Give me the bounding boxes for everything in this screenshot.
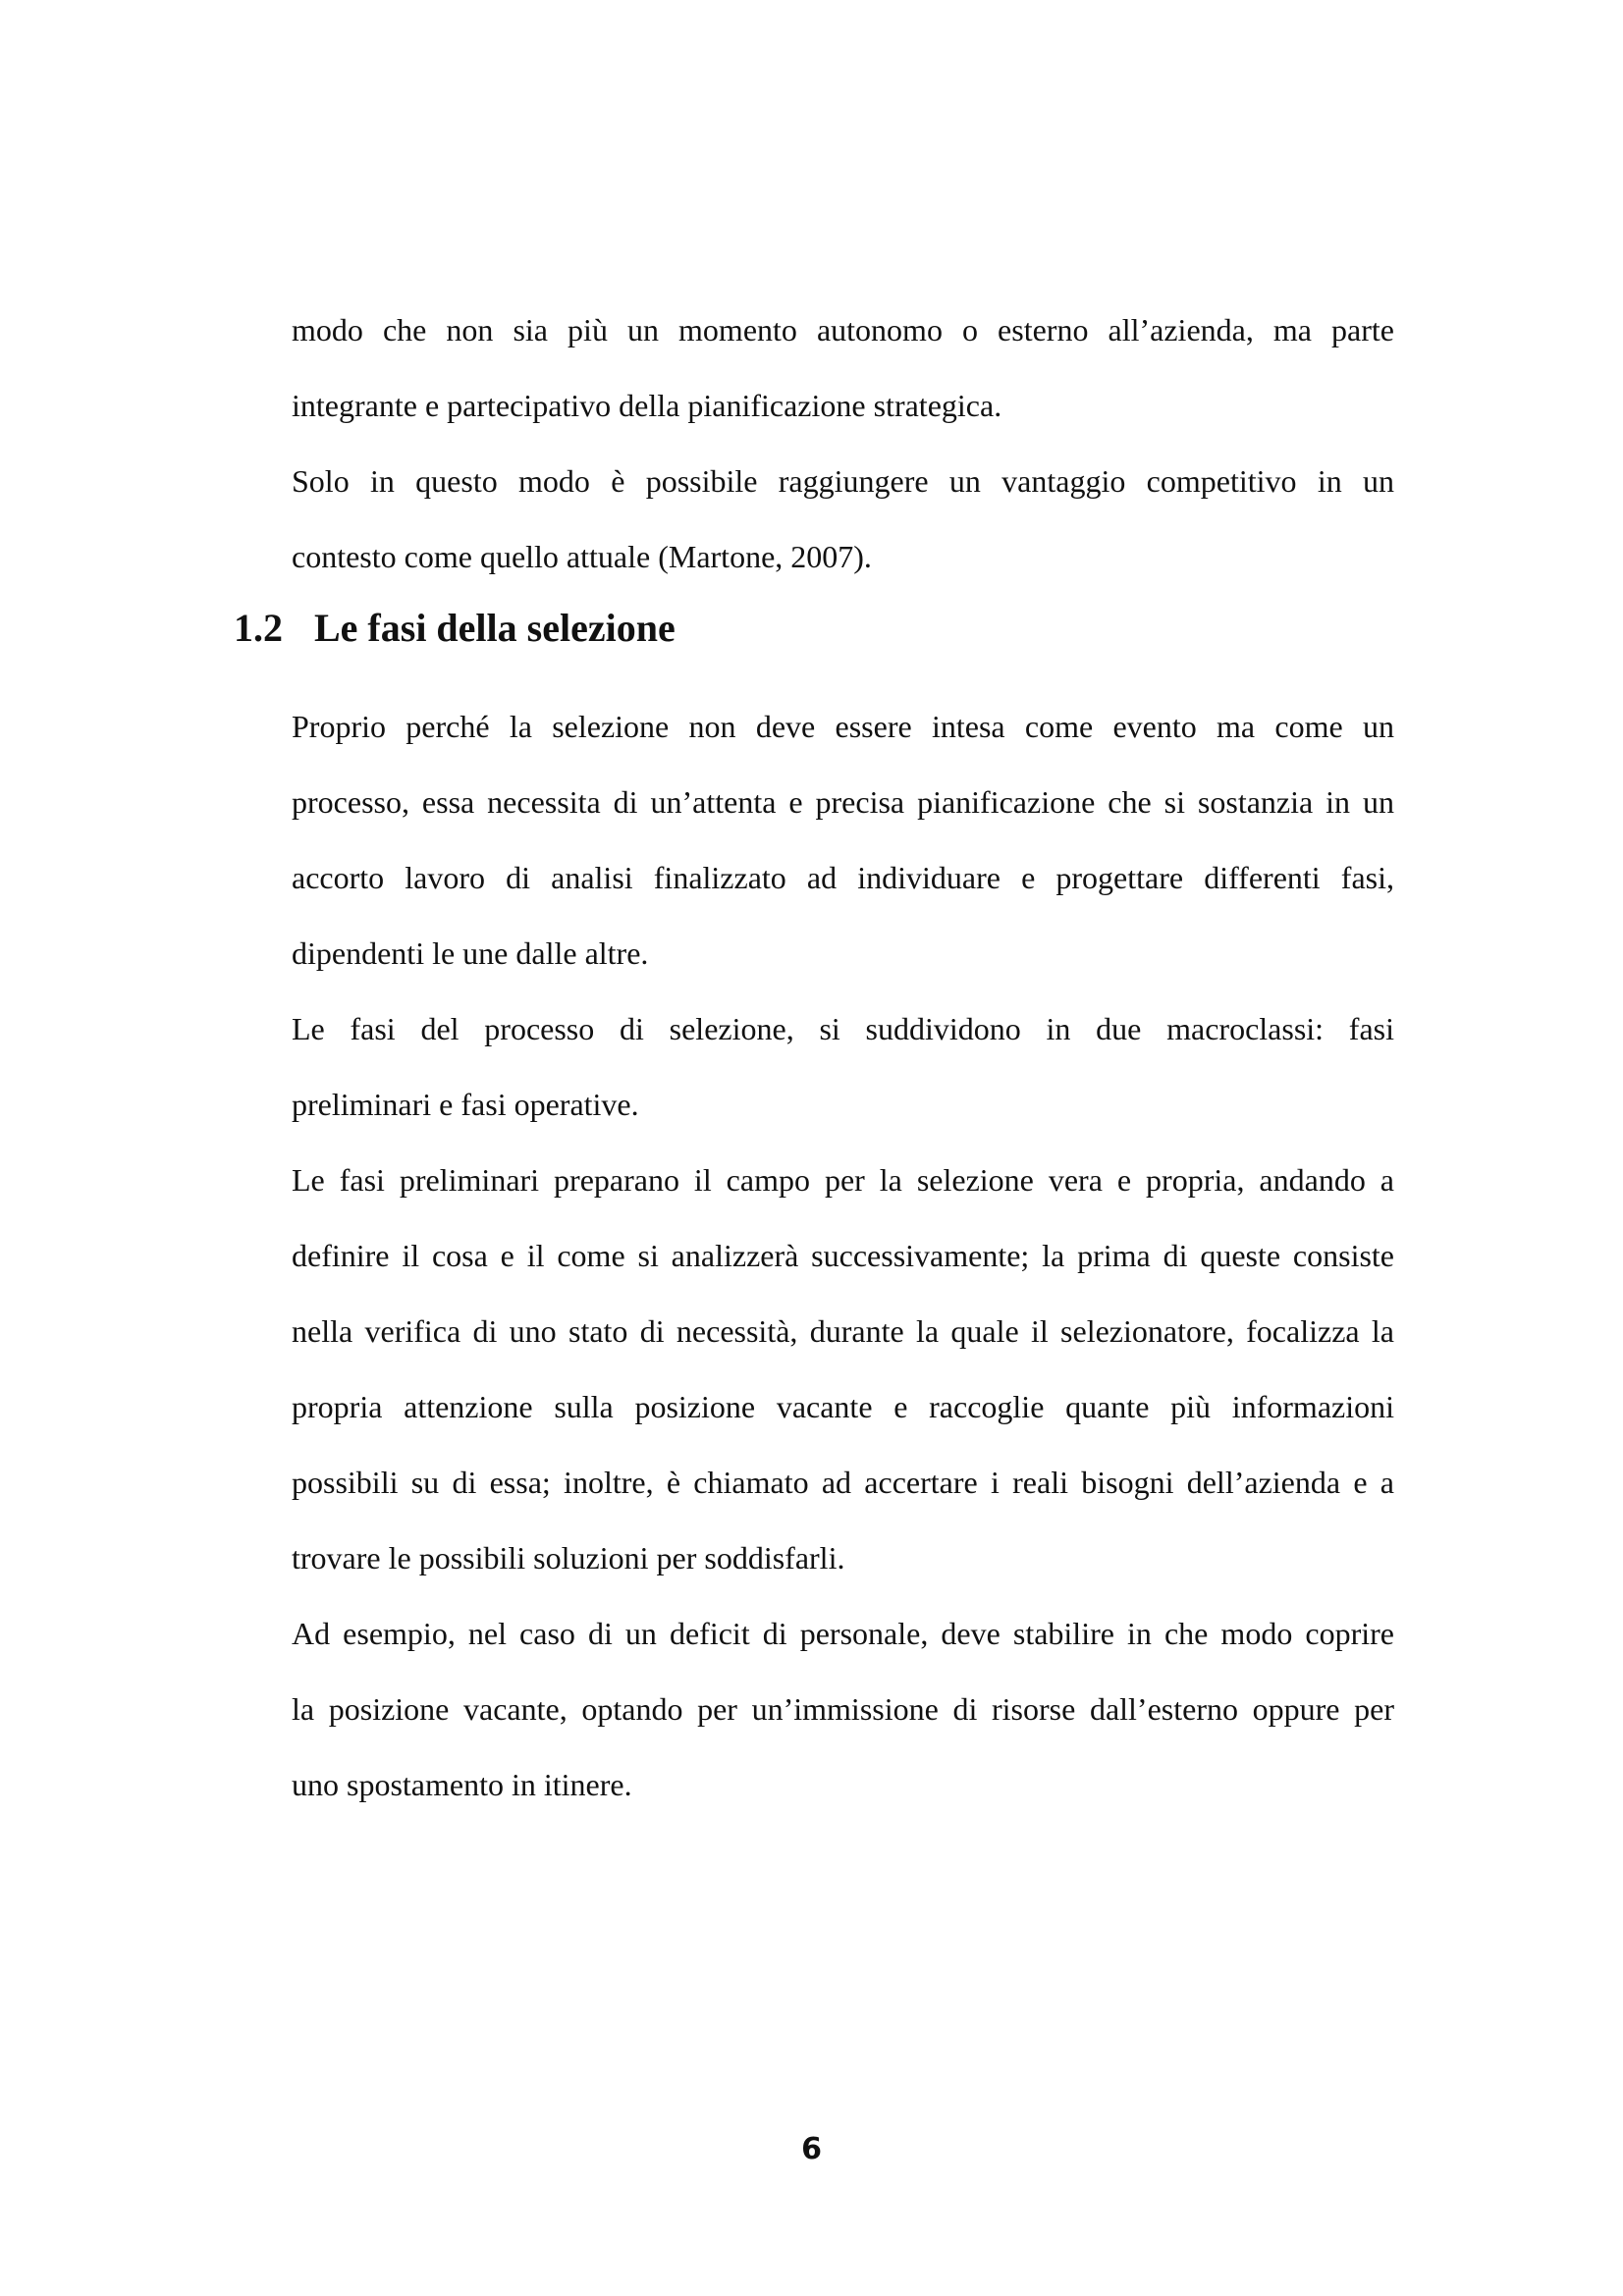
paragraph-4 xyxy=(292,991,1394,1143)
paragraph-line: definire il cosa e il come si analizzerà successivamente; la prima di queste consiste xyxy=(292,1238,1394,1273)
paragraph-line: dipendenti le une dalle altre. xyxy=(292,935,649,971)
paragraph-line: preliminari e fasi operative. xyxy=(292,1087,639,1122)
paragraph-line: Le fasi preliminari preparano il campo per la selezione vera e propria, andando a xyxy=(292,1162,1394,1198)
paragraph-line: possibili su di essa; inoltre, è chiamato ad accertare i reali bisogni dell’azienda e a xyxy=(292,1465,1394,1500)
paragraph-line: Proprio perché la selezione non deve essere intesa come evento ma come un xyxy=(292,709,1394,744)
paragraph-line: processo, essa necessita di un’attenta e precisa pianificazione che si sostanzia in un xyxy=(292,784,1394,820)
paragraph-line: nella verifica di uno stato di necessità, durante la quale il selezionatore, focalizza la xyxy=(292,1313,1394,1349)
section-heading xyxy=(234,601,676,656)
paragraph-1 xyxy=(292,293,1394,444)
section-title: Le fasi della selezione xyxy=(314,606,676,650)
paragraph-6 xyxy=(292,1596,1394,1823)
page-number: 6 xyxy=(801,2132,822,2166)
paragraph-line: la posizione vacante, optando per un’immissione di risorse dall’esterno oppure per xyxy=(292,1691,1394,1727)
paragraph-line: Solo in questo modo è possibile raggiungere un vantaggio competitivo in un xyxy=(292,463,1394,499)
paragraph-3 xyxy=(292,689,1394,991)
paragraph-line: modo che non sia più un momento autonomo o esterno all’azienda, ma parte xyxy=(292,312,1394,347)
paragraph-2 xyxy=(292,444,1394,595)
paragraph-line: contesto come quello attuale (Martone, 2007). xyxy=(292,539,872,574)
paragraph-line: Le fasi del processo di selezione, si suddividono in due macroclassi: fasi xyxy=(292,1011,1394,1046)
paragraph-line: integrante e partecipativo della pianificazione strategica. xyxy=(292,388,1002,423)
paragraph-line: accorto lavoro di analisi finalizzato ad individuare e progettare differenti fasi, xyxy=(292,860,1394,895)
paragraph-line: propria attenzione sulla posizione vacante e raccoglie quante più informazioni xyxy=(292,1389,1394,1424)
paragraph-line: uno spostamento in itinere. xyxy=(292,1767,632,1802)
paragraph-line: trovare le possibili soluzioni per soddisfarli. xyxy=(292,1540,845,1575)
paragraph-line: Ad esempio, nel caso di un deficit di personale, deve stabilire in che modo coprire xyxy=(292,1616,1394,1651)
section-number: 1.2 xyxy=(234,606,283,650)
paragraph-5 xyxy=(292,1143,1394,1596)
